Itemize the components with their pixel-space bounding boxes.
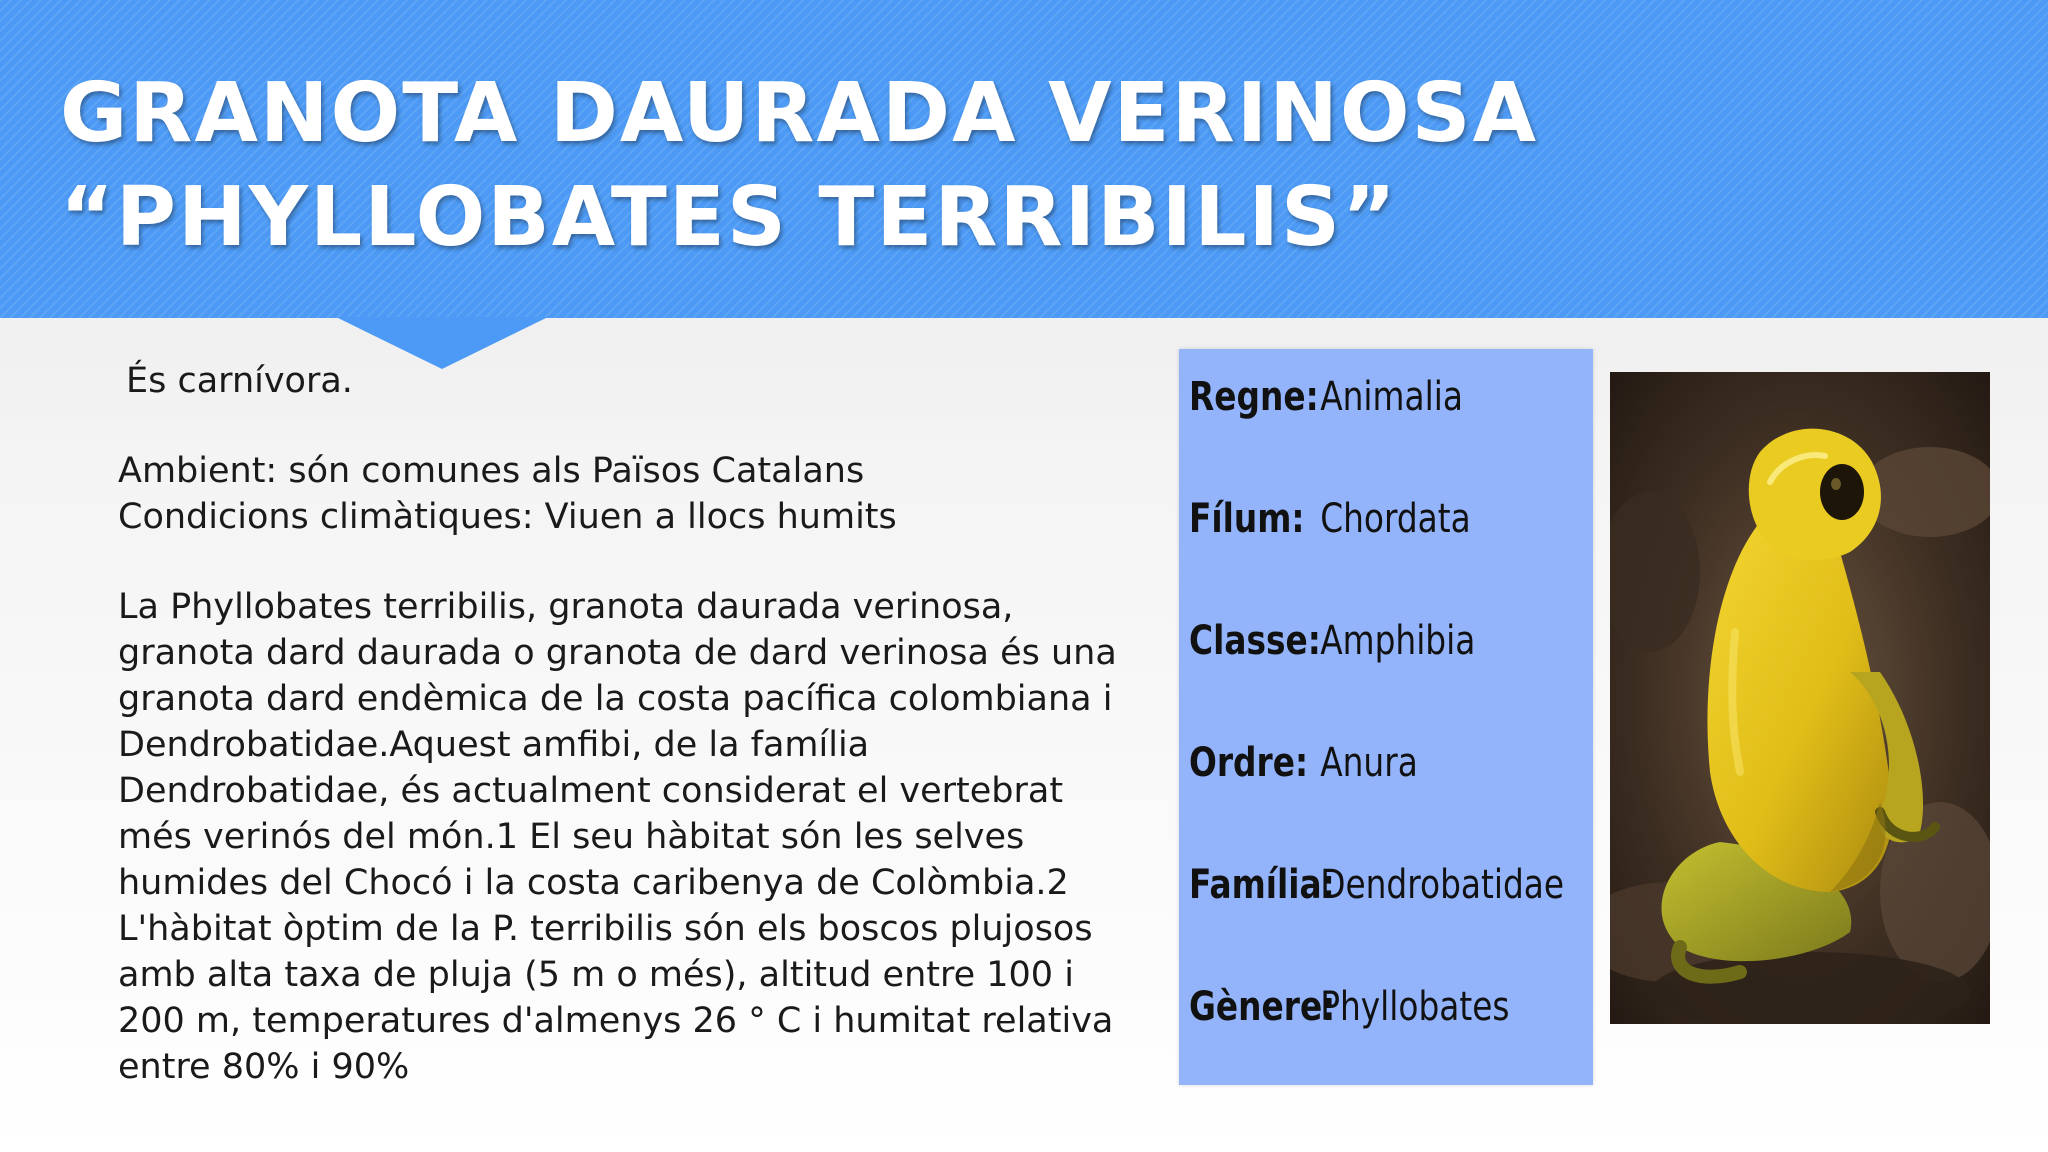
taxonomy-key: Classe: <box>1189 618 1321 664</box>
taxonomy-row-phylum <box>1189 489 1471 549</box>
taxonomy-key: Regne: <box>1189 374 1319 420</box>
frog-photo <box>1610 372 1990 1024</box>
taxonomy-value: Chordata <box>1320 496 1471 542</box>
taxonomy-row-genus <box>1189 977 1510 1037</box>
title-banner <box>0 0 2048 318</box>
taxonomy-value: Dendrobatidae <box>1320 862 1565 908</box>
frog-illustration <box>1610 372 1990 1024</box>
diet-text: És carnívora. <box>126 361 353 401</box>
taxonomy-row-kingdom <box>1189 367 1463 427</box>
taxonomy-value: Anura <box>1320 740 1418 786</box>
taxonomy-value: Phyllobates <box>1320 984 1510 1030</box>
taxonomy-row-family <box>1189 855 1564 915</box>
taxonomy-row-class <box>1189 611 1475 671</box>
taxonomy-key: Família: <box>1189 862 1335 908</box>
taxonomy-key: Ordre: <box>1189 740 1309 786</box>
body-text <box>118 358 1128 1090</box>
taxonomy-key: Gènere: <box>1189 984 1336 1030</box>
description-paragraph: La Phyllobates terribilis, granota daurada verinosa, granota dard daurada o granota de dard verinosa és una granota dard endèmica de la costa pacífica colombiana i Dendrobatidae.Aquest amfibi, de la família Dendrobatidae, és actualment considerat el vertebrat més verinós del món.1 El seu hàbitat són les selves humides del Chocó i la costa caribenya de Colòmbia.2 L'hàbitat òptim de la P. terribilis són els boscos plujosos amb alta taxa de pluja (5 m o més), altitud entre 100 i 200 m, temperatures d'almenys 26 ° C i humitat relativa entre 80% i 90% <box>118 587 1117 1087</box>
environment-text: Ambient: són comunes als Països Catalans <box>118 451 865 491</box>
climate-text: Condicions climàtiques: Viuen a llocs humits <box>118 497 897 537</box>
taxonomy-row-order <box>1189 733 1418 793</box>
taxonomy-value: Animalia <box>1320 374 1463 420</box>
taxonomy-panel <box>1179 349 1593 1085</box>
taxonomy-value: Amphibia <box>1320 618 1476 664</box>
taxonomy-key: Fílum: <box>1189 496 1305 542</box>
slide-title: GRANOTA DAURADA VERINOSA “PHYLLOBATES TERRIBILIS” <box>60 66 1539 265</box>
